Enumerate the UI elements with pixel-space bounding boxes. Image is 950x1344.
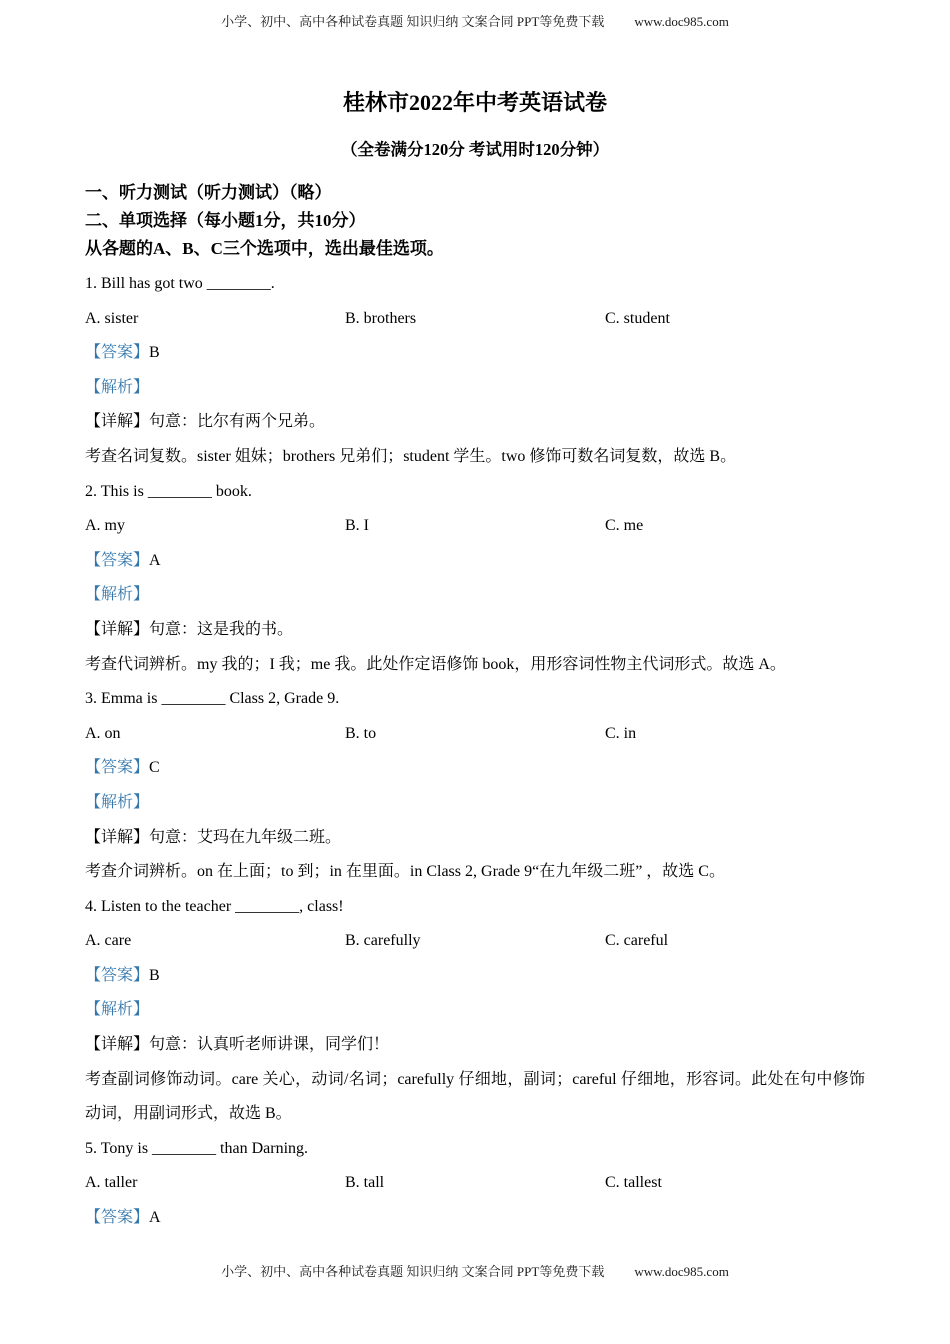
options-row bbox=[85, 1166, 865, 1201]
question-block bbox=[85, 682, 865, 890]
section-listening: 一、听力测试（听力测试）（略） bbox=[85, 183, 332, 202]
answer-label: 【答案】 bbox=[85, 344, 150, 362]
header-promo-text: 小学、初中、高中各种试卷真题 知识归纳 文案合同 PPT等免费下载 bbox=[221, 14, 605, 29]
page-header bbox=[0, 0, 950, 31]
question-stem: 2. This is ________ book. bbox=[85, 482, 252, 500]
page-footer bbox=[0, 1262, 950, 1281]
question-block bbox=[85, 267, 865, 475]
detail-text: 句意：比尔有两个兄弟。 bbox=[149, 413, 326, 431]
answer-label: 【答案】 bbox=[85, 551, 150, 569]
detail-line bbox=[85, 405, 865, 440]
question-stem: 3. Emma is ________ Class 2, Grade 9. bbox=[85, 690, 340, 708]
option-b: B. brothers bbox=[345, 309, 417, 327]
option-a: A. sister bbox=[85, 309, 139, 327]
question-stem: 4. Listen to the teacher ________, class! bbox=[85, 897, 344, 915]
options-row bbox=[85, 509, 865, 544]
options-row bbox=[85, 302, 865, 337]
option-b: B. carefully bbox=[345, 932, 421, 950]
option-a: A. taller bbox=[85, 1174, 138, 1192]
exam-subtitle: （全卷满分120分 考试用时120分钟） bbox=[340, 140, 610, 159]
question-list bbox=[85, 267, 865, 1236]
answer-label: 【答案】 bbox=[85, 759, 150, 777]
analysis-label: 【解析】 bbox=[85, 793, 150, 811]
document-content bbox=[0, 87, 950, 1236]
note-text: 考查名词复数。sister 姐妹；brothers 兄弟们；student 学生。two 修饰可数名词复数，故选 B。 bbox=[85, 447, 737, 465]
option-b: B. I bbox=[345, 517, 369, 535]
analysis-label: 【解析】 bbox=[85, 378, 150, 396]
detail-text: 句意：认真听老师讲课，同学们！ bbox=[149, 1036, 390, 1054]
detail-text: 句意：这是我的书。 bbox=[149, 620, 294, 638]
detail-line bbox=[85, 1028, 865, 1063]
detail-label: 【详解】 bbox=[85, 828, 150, 846]
detail-label: 【详解】 bbox=[85, 620, 150, 638]
question-block bbox=[85, 475, 865, 683]
answer-label: 【答案】 bbox=[85, 1209, 150, 1227]
answer-value: C bbox=[149, 759, 160, 777]
answer-line bbox=[85, 544, 865, 579]
answer-value: B bbox=[149, 966, 160, 984]
option-c: C. student bbox=[605, 309, 670, 327]
header-site-url: www.doc985.com bbox=[634, 14, 729, 29]
section-headings bbox=[85, 179, 865, 263]
footer-site-url: www.doc985.com bbox=[634, 1264, 729, 1279]
analysis-label: 【解析】 bbox=[85, 1001, 150, 1019]
option-b: B. tall bbox=[345, 1174, 385, 1192]
option-a: A. on bbox=[85, 724, 121, 742]
question-stem: 5. Tony is ________ than Darning. bbox=[85, 1139, 309, 1157]
options-row bbox=[85, 924, 865, 959]
option-c: C. me bbox=[605, 517, 644, 535]
question-stem: 1. Bill has got two ________. bbox=[85, 275, 275, 292]
exam-title: 桂林市2022年中考英语试卷 bbox=[342, 90, 607, 115]
option-b: B. to bbox=[345, 724, 377, 742]
answer-value: A bbox=[149, 1209, 161, 1227]
analysis-label: 【解析】 bbox=[85, 586, 150, 604]
detail-label: 【详解】 bbox=[85, 1036, 150, 1054]
section-instruction: 从各题的A、B、C三个选项中，选出最佳选项。 bbox=[85, 239, 444, 258]
answer-line bbox=[85, 336, 865, 371]
option-a: A. my bbox=[85, 517, 125, 535]
answer-value: A bbox=[149, 551, 161, 569]
answer-line bbox=[85, 1201, 865, 1236]
detail-line bbox=[85, 613, 865, 648]
question-block bbox=[85, 1132, 865, 1236]
option-c: C. in bbox=[605, 724, 637, 742]
footer-promo-text: 小学、初中、高中各种试卷真题 知识归纳 文案合同 PPT等免费下载 bbox=[221, 1264, 605, 1279]
detail-text: 句意：艾玛在九年级二班。 bbox=[149, 828, 342, 846]
note-text: 考查介词辨析。on 在上面；to 到；in 在里面。in Class 2, Grade 9“在九年级二班” ，故选 C。 bbox=[85, 863, 725, 881]
note-text: 考查副词修饰动词。care 关心，动词/名词；carefully 仔细地，副词；careful 仔细地，形容词。此处在句中修饰动词，用副词形式，故选 B。 bbox=[85, 1070, 865, 1123]
answer-line bbox=[85, 751, 865, 786]
options-row bbox=[85, 717, 865, 752]
option-c: C. tallest bbox=[605, 1174, 662, 1192]
question-block bbox=[85, 890, 865, 1132]
option-a: A. care bbox=[85, 932, 132, 950]
section-multiple-choice: 二、单项选择（每小题1分，共10分） bbox=[85, 211, 366, 230]
note-text: 考查代词辨析。my 我的；I 我；me 我。此处作定语修饰 book，用形容词性物主代词形式。故选 A。 bbox=[85, 655, 786, 673]
option-c: C. careful bbox=[605, 932, 669, 950]
answer-value: B bbox=[149, 344, 160, 362]
detail-line bbox=[85, 821, 865, 856]
detail-label: 【详解】 bbox=[85, 413, 150, 431]
answer-line bbox=[85, 959, 865, 994]
answer-label: 【答案】 bbox=[85, 966, 150, 984]
